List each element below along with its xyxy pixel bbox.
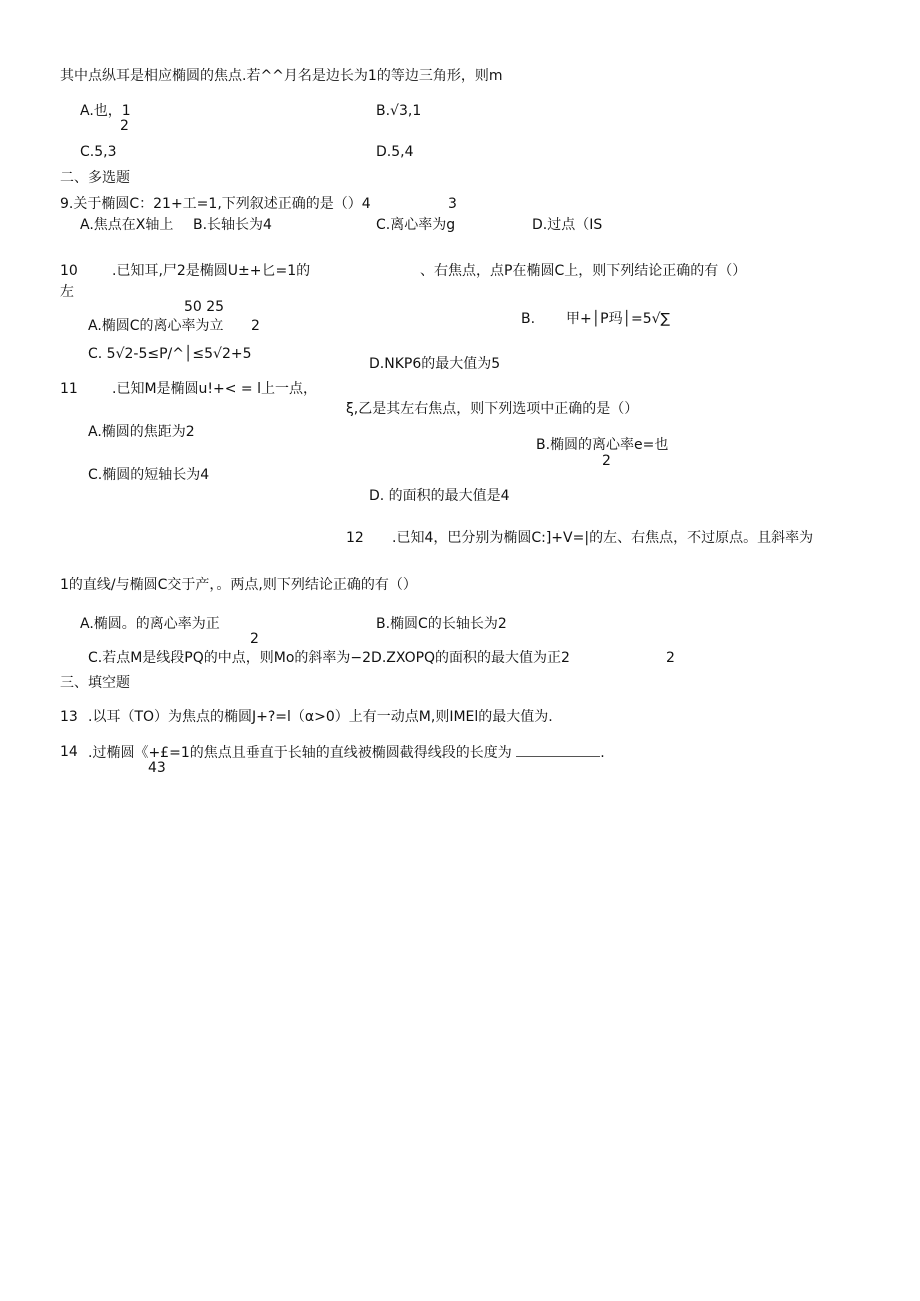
q11-option-a: A.椭圆的焦距为2 (88, 424, 195, 440)
q8-option-c: C.5,3 (80, 144, 117, 160)
q10-option-a: A.椭圆C的离心率为立 (88, 318, 224, 334)
q11-stem-right: ξ,乙是其左右焦点，则下列选项中正确的是（） (346, 401, 639, 417)
q13-number: 13 (60, 709, 78, 725)
q12-number: 12 (346, 530, 364, 546)
q10-option-b: 甲+│P玛│=5√∑ (566, 311, 671, 327)
q12-stem: .已知4，巴分别为椭圆C:]+V=|的左、右焦点，不过原点。且斜率为 (392, 530, 814, 546)
q12-option-b: B.椭圆C的长轴长为2 (376, 616, 507, 632)
q12-stem-continued: 1的直线/与椭圆C交于产，。两点,则下列结论正确的有（） (60, 577, 417, 593)
q10-stem: .已知耳,尸2是椭圆U±+匕=1的 (112, 263, 311, 279)
q11-option-b-sub: 2 (602, 453, 611, 469)
q11-option-c: C.椭圆的短轴长为4 (88, 467, 210, 483)
section-title-fill-in: 三、填空题 (60, 675, 130, 691)
q8-option-a-sub: 2 (120, 118, 129, 134)
q10-option-b-label: B. (521, 311, 536, 327)
q12-option-c-d-tail: 2 (666, 650, 675, 666)
q12-option-a: A.椭圆。的离心率为正 (80, 616, 220, 632)
q10-option-c: C. 5√2-5≤P/^│≤5√2+5 (88, 346, 252, 362)
q12-option-a-sub: 2 (250, 631, 259, 647)
q12-option-c-d: C.若点M是线段PQ的中点，则Mo的斜率为−2D.ZXOPQ的面积的最大值为正2 (88, 650, 570, 666)
q14-sub: 43 (148, 760, 166, 776)
q14-stem-text: .过椭圆《+£=1的焦点且垂直于长轴的直线被椭圆截得线段的长度为 (88, 745, 512, 761)
q10-left-word: 左 (60, 284, 74, 300)
q11-option-d: D. 的面积的最大值是4 (369, 488, 510, 504)
q11-stem: .已知M是椭圆u!+< = l上一点， (112, 381, 317, 397)
q13-stem: .以耳（TO）为焦点的椭圆J+?=l（α>0）上有一动点M,则IMEl的最大值为. (88, 709, 553, 725)
q10-option-d: D.NKP6的最大值为5 (369, 356, 501, 372)
q9-stem: 9.关于椭圆C：21+工=1,下列叙述正确的是（）4 (60, 196, 371, 212)
q9-option-a: A.焦点在X轴上 (80, 217, 174, 233)
q10-stem-right: 、右焦点，点P在椭圆C上，则下列结论正确的有（） (420, 263, 747, 279)
q8-option-a: A.也，1 (80, 103, 131, 119)
q14-stem (88, 744, 605, 761)
q10-number: 10 (60, 263, 78, 279)
q10-option-a-tail: 2 (251, 318, 260, 334)
q8-option-b: B.√3,1 (376, 103, 422, 119)
q8-option-d: D.5,4 (376, 144, 414, 160)
q14-number: 14 (60, 744, 78, 760)
q11-option-b: B.椭圆的离心率e=也 (536, 437, 669, 453)
q9-option-b: B.长轴长为4 (193, 217, 272, 233)
q9-stem-tail: 3 (448, 196, 457, 212)
q9-option-c: C.离心率为g (376, 217, 456, 233)
q10-denominators: 50 25 (184, 299, 225, 315)
q14-stem-end: . (600, 745, 605, 761)
section-title-multiple-choice: 二、多选题 (60, 170, 130, 186)
intro-line: 其中点纵耳是相应椭圆的焦点.若^^月名是边长为1的等边三角形，则m (60, 68, 503, 84)
q9-option-d: D.过点（IS (532, 217, 603, 233)
q11-number: 11 (60, 381, 78, 397)
q14-answer-blank[interactable] (516, 744, 600, 757)
